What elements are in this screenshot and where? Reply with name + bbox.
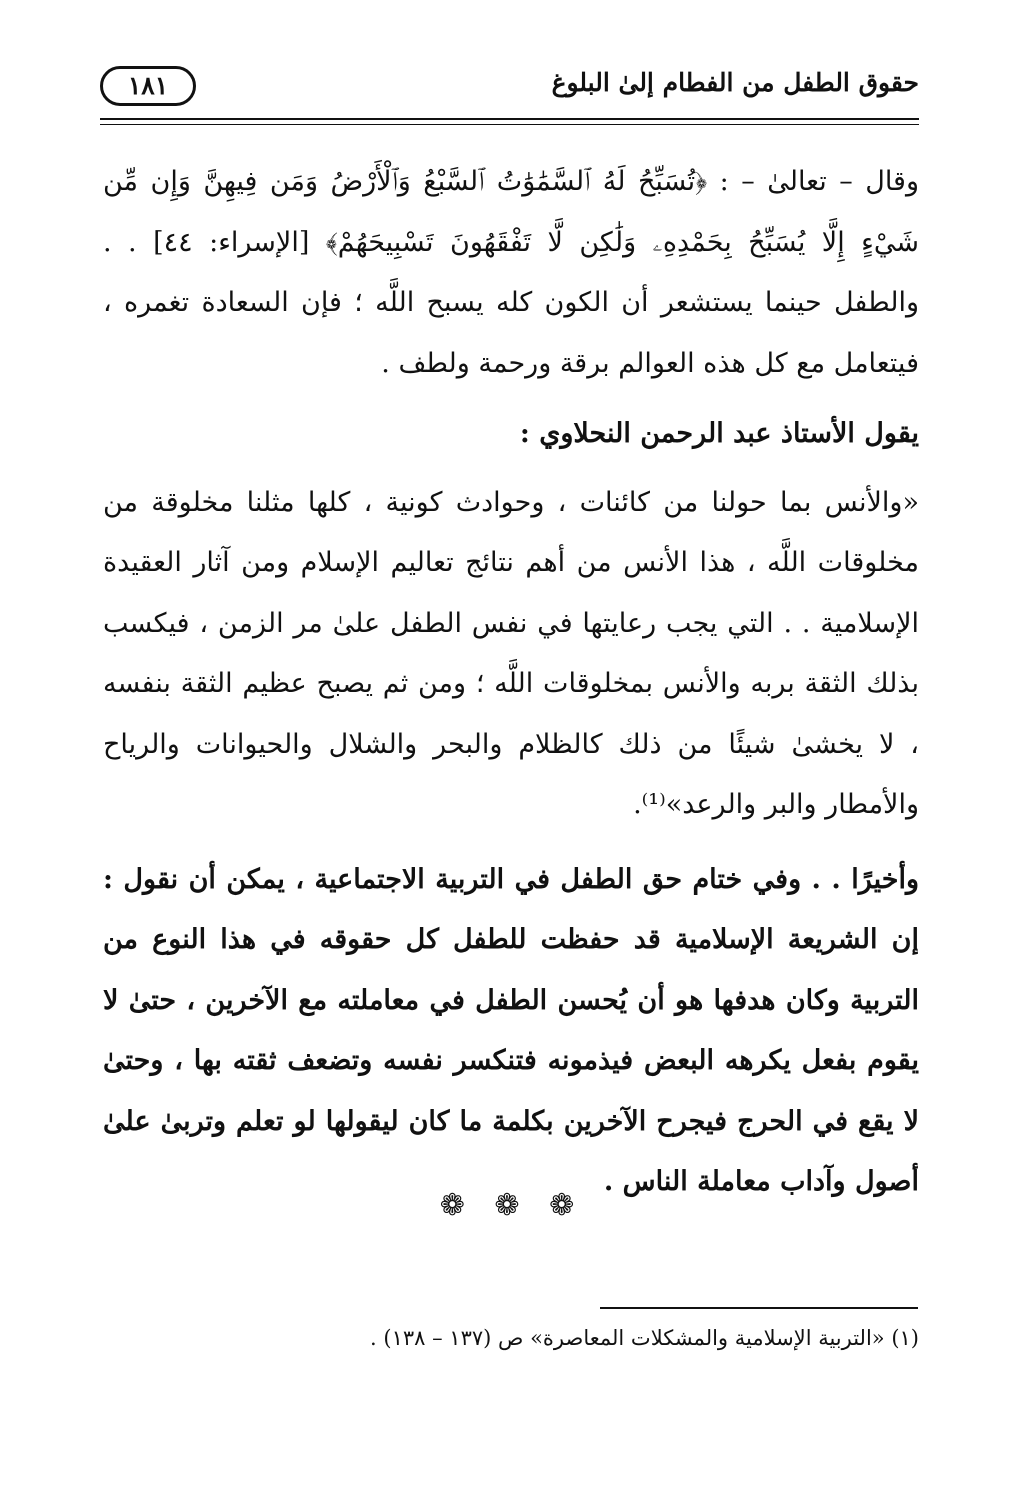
body-text [103, 152, 919, 1213]
paragraph-gap [103, 836, 919, 850]
paragraph-quotation: «والأنس بما حولنا من كائنات ، وحوادث كونية ، كلها مثلنا مخلوقة من مخلوقات اللَّه ، هذا الأنس من أهم نتائج تعاليم الإسلام ومن آثار العقيدة الإسلامية . . التي يجب رعايتها في نفس الطفل علىٰ مر الزمن ، فيكسب بذلك الثقة بربه والأنس بمخلوقات اللَّه ؛ ومن ثم يصبح عظيم الثقة بنفسه ، لا يخشىٰ شيئًا من ذلك كالظلام والبحر والشلال والحيوانات والرياح والأمطار والبر والرعد»⁽¹⁾. [103, 486, 919, 820]
footnote-rule [600, 1307, 918, 1309]
section-separator-ornament: ❁ ❁ ❁ [439, 1188, 585, 1223]
paragraph-conclusion: وأخيرًا . . وفي ختام حق الطفل في التربية الاجتماعية ، يمكن أن نقول : إن الشريعة الإسلامية قد حفظت للطفل كل حقوقه في هذا النوع من التربية وكان هدفها هو أن يُحسن الطفل في معاملته مع الآخرين ، حتىٰ لا يقوم بفعل يكرهه البعض فيذمونه فتنكسر نفسه وتضعف ثقته بها ، وحتىٰ لا يقع في الحرج فيجرح الآخرين بكلمة ما كان ليقولها لو تعلم وتربىٰ علىٰ أصول وآداب معاملة الناس . [103, 863, 919, 1197]
header-rule-thick [100, 118, 919, 120]
paragraph-quote-heading: يقول الأستاذ عبد الرحمن النحلاوي : [519, 418, 919, 449]
page-number: ١٨١ [100, 66, 196, 106]
header-rule-thin [100, 124, 919, 125]
page-header [100, 62, 919, 118]
footnote: (١) «التربية الإسلامية والمشكلات المعاصرة» ص (١٣٧ – ١٣٨) . [370, 1326, 919, 1350]
running-title: حقوق الطفل من الفطام إلىٰ البلوغ [551, 68, 919, 97]
paragraph-quran-verse: وقال – تعالىٰ – : ﴿تُسَبِّحُ لَهُ ٱلسَّمَٰوَٰتُ ٱلسَّبْعُ وَٱلْأَرْضُ وَمَن فِيهِنَّ وَإِن مِّن شَيْءٍ إِلَّا يُسَبِّحُ بِحَمْدِهِۦ وَلَٰكِن لَّا تَفْقَهُونَ تَسْبِيحَهُمْ﴾ [الإسراء: ٤٤] . . والطفل حينما يستشعر أن الكون كله يسبح اللَّه ؛ فإن السعادة تغمره ، فيتعامل مع كل هذه العوالم برقة ورحمة ولطف . [103, 166, 919, 379]
